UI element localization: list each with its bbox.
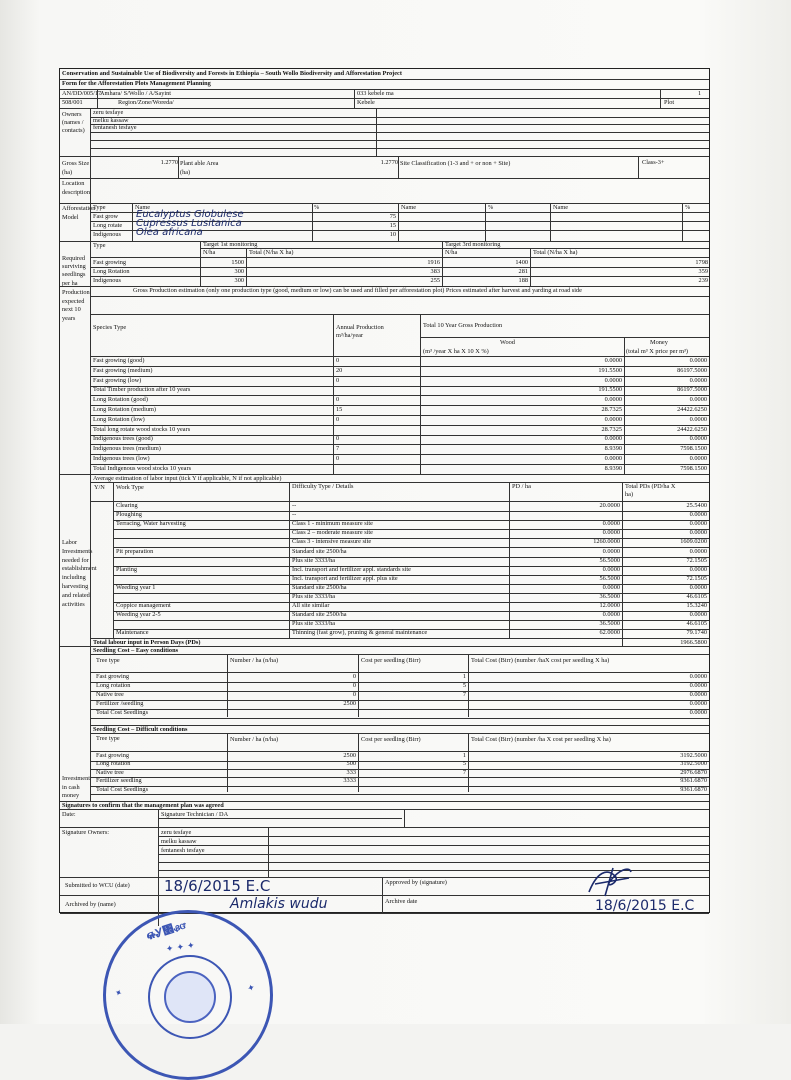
production-row-wood: 0.0000 — [604, 435, 622, 443]
easy-col-number: Number / ha (n/ha) — [230, 657, 279, 664]
production-row-wood: 8.9390 — [604, 464, 622, 472]
owners-label: Owners (names / contacts) — [62, 111, 85, 134]
gross-size-label: Gross Size (ha) — [62, 160, 90, 176]
production-row-wood: 0.0000 — [604, 357, 622, 364]
management-plan-form — [59, 68, 710, 913]
model-name-1: Eucalyptus Globulese — [136, 209, 244, 220]
labor-row-pd: 0.0000 — [602, 520, 620, 528]
difficult-col-type: Tree type — [96, 735, 120, 742]
model-type-3: Indigenous — [93, 231, 121, 238]
seedlings-type-2: Long Rotation — [93, 268, 130, 275]
model-name-2: Cupressus Lusitanica — [136, 218, 242, 229]
production-row-wood: 28.7325 — [601, 406, 622, 413]
seedlings-target1: Target 1st monitoring — [203, 241, 258, 248]
labor-row-total: 0.0000 — [689, 520, 707, 528]
labor-row-pd: 0.0000 — [602, 583, 620, 591]
plot-code: AN/DD/005/17/ — [62, 90, 103, 97]
seedlings-type-3: Indigenous — [93, 277, 121, 284]
signature-owner-3: fentanesh tesfaye — [161, 847, 205, 854]
seedlings-col-total1: Total (N/ha X ha) — [249, 249, 294, 256]
production-col-species: Species Type — [93, 324, 127, 331]
easy-col-total: Total Cost (Birr) (number /haX cost per seedling X ha) — [471, 657, 610, 664]
model-col-pct-3: % — [685, 204, 691, 211]
easy-row-total: 0.0000 — [689, 682, 707, 689]
seedlings-n3-1: 1400 — [515, 259, 528, 266]
seedlings-label: Required surviving seedlings per ha — [62, 255, 86, 287]
difficult-row-cost: 5 — [462, 760, 466, 768]
region-label: Region/Zone/Woreda/ — [118, 99, 174, 106]
production-row-annual: 0 — [336, 396, 340, 404]
production-row-annual: 7 — [336, 445, 340, 453]
production-row-wood: 0.0000 — [604, 396, 622, 404]
labor-col-total: Total PDs (PD/ha X ha) — [625, 483, 676, 499]
labor-row-difficulty: -- — [292, 511, 297, 519]
difficult-row-cost: 1 — [462, 752, 466, 759]
difficult-row-type: Fast growing — [96, 752, 130, 759]
easy-row-type: Fertilizer /seedling — [96, 700, 144, 707]
plot-label: Plot — [664, 99, 675, 106]
labor-label: Labor Investments needed for establishment including harvesting and related activities — [62, 539, 97, 608]
approved-label: Approved by (signature) — [385, 879, 447, 886]
labor-total-label: Total labour input in Person Days (PDs) — [93, 639, 201, 646]
production-row-name: Indigenous trees (medium) — [93, 445, 161, 453]
kebele-value: 033 kebele ma — [357, 90, 394, 97]
labor-row-pd: 36.5000 — [599, 620, 620, 628]
investment-label: Investment in cash money — [62, 775, 90, 799]
owner-2: melku kassaw — [93, 117, 129, 124]
model-pct-3: 10 — [389, 231, 396, 238]
technician-label: Signature Technician / DA — [161, 811, 229, 818]
production-row-money: 24422.6250 — [677, 406, 707, 413]
seedlings-col-type: Type — [93, 242, 106, 249]
labor-row-total: 79.1740 — [686, 629, 707, 637]
labor-row-pd: 1260.0000 — [593, 538, 620, 546]
difficult-row-type: Fertilizer seedling — [96, 777, 142, 785]
production-row-money: 24422.6250 — [677, 425, 707, 433]
production-col-wood-unit: (m³ /year X ha X 10 X %) — [423, 348, 489, 355]
seedlings-t1-3: 255 — [430, 277, 440, 284]
labor-row-total: 0.0000 — [689, 565, 707, 573]
production-row-name: Long Rotation (low) — [93, 415, 145, 423]
seedlings-n3-3: 188 — [518, 277, 528, 284]
production-row-wood: 191.5500 — [598, 386, 622, 394]
production-label: Production expected next 10 years — [62, 289, 90, 322]
labor-row-total: 0.0000 — [689, 511, 707, 519]
difficult-title: Seedling Cost – Difficult conditions — [93, 726, 188, 733]
labor-row-work: Terracing, Water harvesting — [116, 520, 186, 528]
archived-label: Archived by (name) — [65, 901, 116, 908]
labor-row-total: 72.1505 — [686, 574, 707, 582]
easy-row-cost: 1 — [462, 673, 466, 680]
labor-row-pd: 0.0000 — [602, 565, 620, 573]
production-col-money: Money — [650, 339, 668, 346]
easy-row-total: 0.0000 — [689, 709, 707, 716]
model-type-1: Fast grow — [93, 213, 119, 220]
difficult-row-total: 3192.5000 — [680, 752, 707, 759]
region-value: Amhara/ S/Wollo / A/Sayint — [100, 90, 172, 97]
production-col-annual: Annual Production m³/ha/year — [336, 324, 384, 340]
model-col-name: Name — [135, 204, 151, 211]
production-row-wood: 28.7325 — [601, 425, 622, 433]
seedlings-col-total3: Total (N/ha X ha) — [533, 249, 578, 256]
easy-row-number: 0 — [352, 691, 356, 698]
labor-col-work: Work Type — [116, 484, 144, 491]
labor-row-total: 0.0000 — [689, 583, 707, 591]
production-row-annual: 0 — [336, 357, 340, 364]
seedlings-n1-3: 300 — [234, 277, 244, 284]
production-row-annual: 15 — [336, 406, 343, 413]
easy-row-total: 0.0000 — [689, 673, 707, 680]
labor-row-pd: 56.5000 — [599, 556, 620, 564]
production-row-money: 7598.1500 — [680, 464, 707, 472]
model-col-name-3: Name — [553, 204, 569, 211]
labor-row-difficulty: Thinning (fast grow), pruning & general maintenance — [292, 629, 428, 637]
difficult-row-number: 3333 — [343, 777, 356, 785]
production-row-name: Fast growing (medium) — [93, 366, 153, 374]
labor-row-pd: 56.5000 — [599, 574, 620, 582]
production-col-wood: Wood — [500, 339, 515, 346]
easy-row-cost: 7 — [462, 691, 466, 698]
difficult-col-cost: Cost per seedling (Birr) — [361, 736, 421, 743]
difficult-row-total: 9361.6870 — [680, 777, 707, 785]
labor-row-difficulty: Incl. transport and fertilizer appl. standards site — [292, 565, 411, 573]
easy-col-type: Tree type — [96, 657, 120, 664]
location-label: Location description — [62, 180, 90, 196]
labor-row-work: Pit preparation — [116, 547, 154, 555]
difficult-row-type: Long rotation — [96, 760, 131, 768]
labor-row-work: Weeding year 1 — [116, 583, 156, 591]
seedlings-t3-3: 239 — [698, 277, 708, 284]
production-row-name: Total Timber production after 10 years — [93, 386, 191, 394]
owners-signature-label: Signature Owners: — [62, 829, 110, 836]
production-row-money: 0.0000 — [689, 435, 707, 443]
labor-row-work: Planting — [116, 565, 137, 573]
signature-owner-1: zeru tesfaye — [161, 829, 192, 836]
production-row-name: Indigenous trees (low) — [93, 455, 150, 462]
production-row-name: Long Rotation (good) — [93, 396, 148, 404]
difficult-row-type: Total Cost Seedlings — [96, 785, 149, 793]
submitted-label: Submitted to WCU (date) — [65, 882, 130, 889]
production-row-money: 0.0000 — [689, 357, 707, 364]
production-row-money: 0.0000 — [689, 415, 707, 423]
production-row-wood: 0.0000 — [604, 455, 622, 462]
labor-row-work: Ploughing — [116, 511, 142, 519]
site-class-value: Class-3+ — [642, 159, 665, 166]
labor-row-pd: 62.0000 — [599, 629, 620, 637]
labor-col-pdha: PD / ha — [512, 483, 531, 490]
labor-col-yn: Y/N — [94, 484, 105, 491]
labor-row-pd: 12.0000 — [599, 602, 620, 610]
model-type-2: Long rotate — [93, 222, 123, 229]
labor-total-value: 1966.5800 — [680, 639, 707, 646]
archive-date: 18/6/2015 E.C — [595, 898, 695, 914]
labor-title: Average estimation of labor input (tick Y if applicable, N if not applicable) — [93, 475, 282, 482]
easy-row-total: 0.0000 — [689, 691, 707, 698]
production-note: Gross Production estimation (only one production type (good, medium or low) can be used and filled per afforestation plot) Prices estimated after harvest and yarding at road side — [133, 287, 582, 294]
labor-row-total: 0.0000 — [689, 611, 707, 619]
labor-row-work: Coppice management — [116, 602, 171, 610]
seedlings-t1-2: 383 — [430, 268, 440, 275]
submitted-date: 18/6/2015 E.C — [164, 877, 271, 895]
seedlings-t3-1: 1798 — [695, 259, 708, 266]
easy-row-number: 0 — [352, 682, 356, 689]
production-row-name: Long Rotation (medium) — [93, 406, 156, 413]
signatures-title: Signatures to confirm that the management plan was agreed — [62, 802, 224, 809]
labor-row-difficulty: Standard site 2500/ha — [292, 547, 347, 555]
model-pct-1: 75 — [389, 213, 396, 220]
difficult-row-type: Native tree — [96, 768, 124, 776]
easy-title: Seedling Cost – Easy conditions — [93, 647, 179, 654]
stamp-emblem — [164, 971, 216, 1023]
seedlings-target3: Target 3rd monitoring — [445, 241, 501, 248]
owner-3: fentanesh tesfaye — [93, 124, 137, 131]
archived-name: Amlakis wudu — [230, 896, 328, 912]
labor-row-difficulty: All site similar — [292, 602, 330, 610]
labor-col-diff: Difficulty Type / Details — [292, 483, 354, 490]
production-row-money: 0.0000 — [689, 376, 707, 384]
official-stamp: ᎋᎽ᏾ᏸᏻ ✦ ✦ ✦ ✦ ✦ — [103, 910, 273, 1080]
production-col-total: Total 10 Year Gross Production — [423, 322, 503, 329]
production-row-money: 0.0000 — [689, 396, 707, 404]
labor-row-total: 46.6105 — [686, 593, 707, 600]
easy-row-cost: 5 — [462, 682, 466, 689]
gross-size-value: 1.2770 — [160, 159, 178, 166]
labor-row-pd: 0.0000 — [602, 547, 620, 555]
seedlings-type-1: Fast growing — [93, 259, 127, 266]
production-row-wood: 0.0000 — [604, 376, 622, 384]
easy-col-cost: Cost per seedling (Birr) — [361, 657, 421, 664]
production-row-annual: 0 — [336, 415, 340, 423]
labor-row-pd: 0.0000 — [602, 611, 620, 619]
production-row-name: Fast growing (good) — [93, 357, 145, 364]
labor-row-work: Clearing — [116, 502, 138, 509]
production-row-name: Indigenous trees (good) — [93, 435, 153, 443]
easy-row-total: 0.0000 — [689, 700, 707, 707]
difficult-row-total: 9361.6870 — [680, 785, 707, 793]
production-row-name: Total long rotate wood stocks 10 years — [93, 425, 191, 433]
production-row-name: Total Indigenous wood stocks 10 years — [93, 464, 192, 472]
production-row-annual: 0 — [336, 435, 340, 443]
plantable-area-value: 1.2770 — [380, 159, 398, 166]
labor-row-total: 72.1505 — [686, 556, 707, 564]
production-col-money-unit: (total m³ X price per m³) — [626, 348, 689, 355]
seedlings-n1-2: 300 — [234, 268, 244, 275]
easy-row-type: Native tree — [96, 691, 124, 698]
labor-row-difficulty: Class 2 – moderate measure site — [292, 529, 373, 537]
seedlings-col-nha: N/ha — [203, 249, 216, 256]
seedlings-col-nha-3: N/ha — [445, 249, 458, 256]
owner-1: zeru tesfaye — [93, 109, 124, 116]
archive-date-label: Archive date — [385, 898, 418, 905]
production-row-name: Fast growing (low) — [93, 376, 142, 384]
difficult-col-total: Total Cost (Birr) (number /ha X cost per seedling X ha) — [471, 736, 611, 743]
difficult-row-total: 2976.6870 — [680, 768, 707, 776]
labor-row-difficulty: -- — [292, 502, 297, 509]
production-row-annual: 0 — [336, 376, 340, 384]
plot-code-2: 508/001 — [62, 99, 83, 106]
easy-row-number: 0 — [352, 673, 356, 680]
date-label: Date: — [62, 811, 76, 818]
labor-row-difficulty: Plus site 3333/ha — [292, 620, 336, 628]
kebele-label: Kebele — [357, 99, 375, 106]
difficult-row-number: 2500 — [343, 752, 356, 759]
seedlings-n3-2: 281 — [518, 268, 528, 275]
labor-row-difficulty: Class 3 - intensive measure site — [292, 538, 372, 546]
seedlings-t3-2: 359 — [698, 268, 708, 275]
seedlings-n1-1: 1500 — [231, 259, 244, 266]
labor-row-total: 1609.0200 — [680, 538, 707, 546]
model-col-pct-2: % — [488, 204, 494, 211]
approval-signature — [585, 862, 635, 898]
seedlings-t1-1: 1916 — [427, 259, 440, 266]
labor-row-difficulty: Plus site 3333/ha — [292, 556, 336, 564]
labor-row-pd: 0.0000 — [602, 529, 620, 537]
labor-row-total: 0.0000 — [689, 529, 707, 537]
signature-owner-2: melku kassaw — [161, 838, 197, 845]
difficult-row-number: 333 — [346, 768, 356, 776]
labor-row-pd: 20.0000 — [599, 502, 620, 509]
difficult-row-number: 500 — [346, 760, 356, 768]
model-pct-2: 15 — [389, 222, 396, 229]
easy-row-type: Fast growing — [96, 673, 130, 680]
production-row-wood: 191.5500 — [598, 366, 622, 374]
production-row-annual: 20 — [336, 366, 343, 374]
labor-row-difficulty: Incl. transport and fertilizer appl. plus site — [292, 574, 398, 582]
labor-row-difficulty: Standard site 2500/ha — [292, 583, 347, 591]
labor-row-total: 46.6105 — [686, 620, 707, 628]
production-row-money: 86197.5000 — [677, 386, 707, 394]
production-row-money: 0.0000 — [689, 455, 707, 462]
labor-row-total: 25.5400 — [686, 502, 707, 509]
project-title: Conservation and Sustainable Use of Biodiversity and Forests in Ethiopia – South Wollo Biodiversity and Afforestation Project — [62, 70, 402, 77]
labor-row-total: 0.0000 — [689, 547, 707, 555]
production-row-wood: 0.0000 — [604, 415, 622, 423]
model-col-name-2: Name — [401, 204, 417, 211]
easy-row-number: 2500 — [343, 700, 356, 707]
easy-row-type: Long rotation — [96, 682, 131, 689]
labor-row-difficulty: Plus site 3333/ha — [292, 593, 336, 600]
labor-row-pd: 36.5000 — [599, 593, 620, 600]
production-row-money: 86197.5000 — [677, 366, 707, 374]
labor-row-total: 15.3240 — [686, 602, 707, 610]
difficult-row-cost: 7 — [462, 768, 466, 776]
labor-row-difficulty: Standard site 2500/ha — [292, 611, 347, 619]
plot-number: 1 — [698, 90, 702, 97]
form-title: Form for the Afforestation Plots Management Planning — [62, 80, 211, 87]
production-row-money: 7598.1500 — [680, 445, 707, 453]
easy-row-type: Total Cost Seedlings — [96, 709, 149, 716]
model-name-3: Olea africana — [136, 227, 203, 238]
model-col-pct: % — [314, 204, 320, 211]
model-label: Afforestation Model — [62, 205, 96, 221]
model-col-type: Type — [93, 204, 106, 211]
difficult-row-total: 3192.5000 — [680, 760, 707, 768]
site-class-label: Site Classification (1-3 and + or non + Site) — [400, 160, 511, 167]
production-row-wood: 8.9390 — [604, 445, 622, 453]
plantable-area-label: Plant able Area (ha) — [180, 160, 219, 176]
production-row-annual: 0 — [336, 455, 340, 462]
labor-row-difficulty: Class 1 - minimum measure site — [292, 520, 373, 528]
labor-row-work: Maintenance — [116, 629, 149, 637]
difficult-col-number: Number / ha (n/ha) — [230, 736, 279, 743]
labor-row-work: Weeding year 2-5 — [116, 611, 161, 619]
